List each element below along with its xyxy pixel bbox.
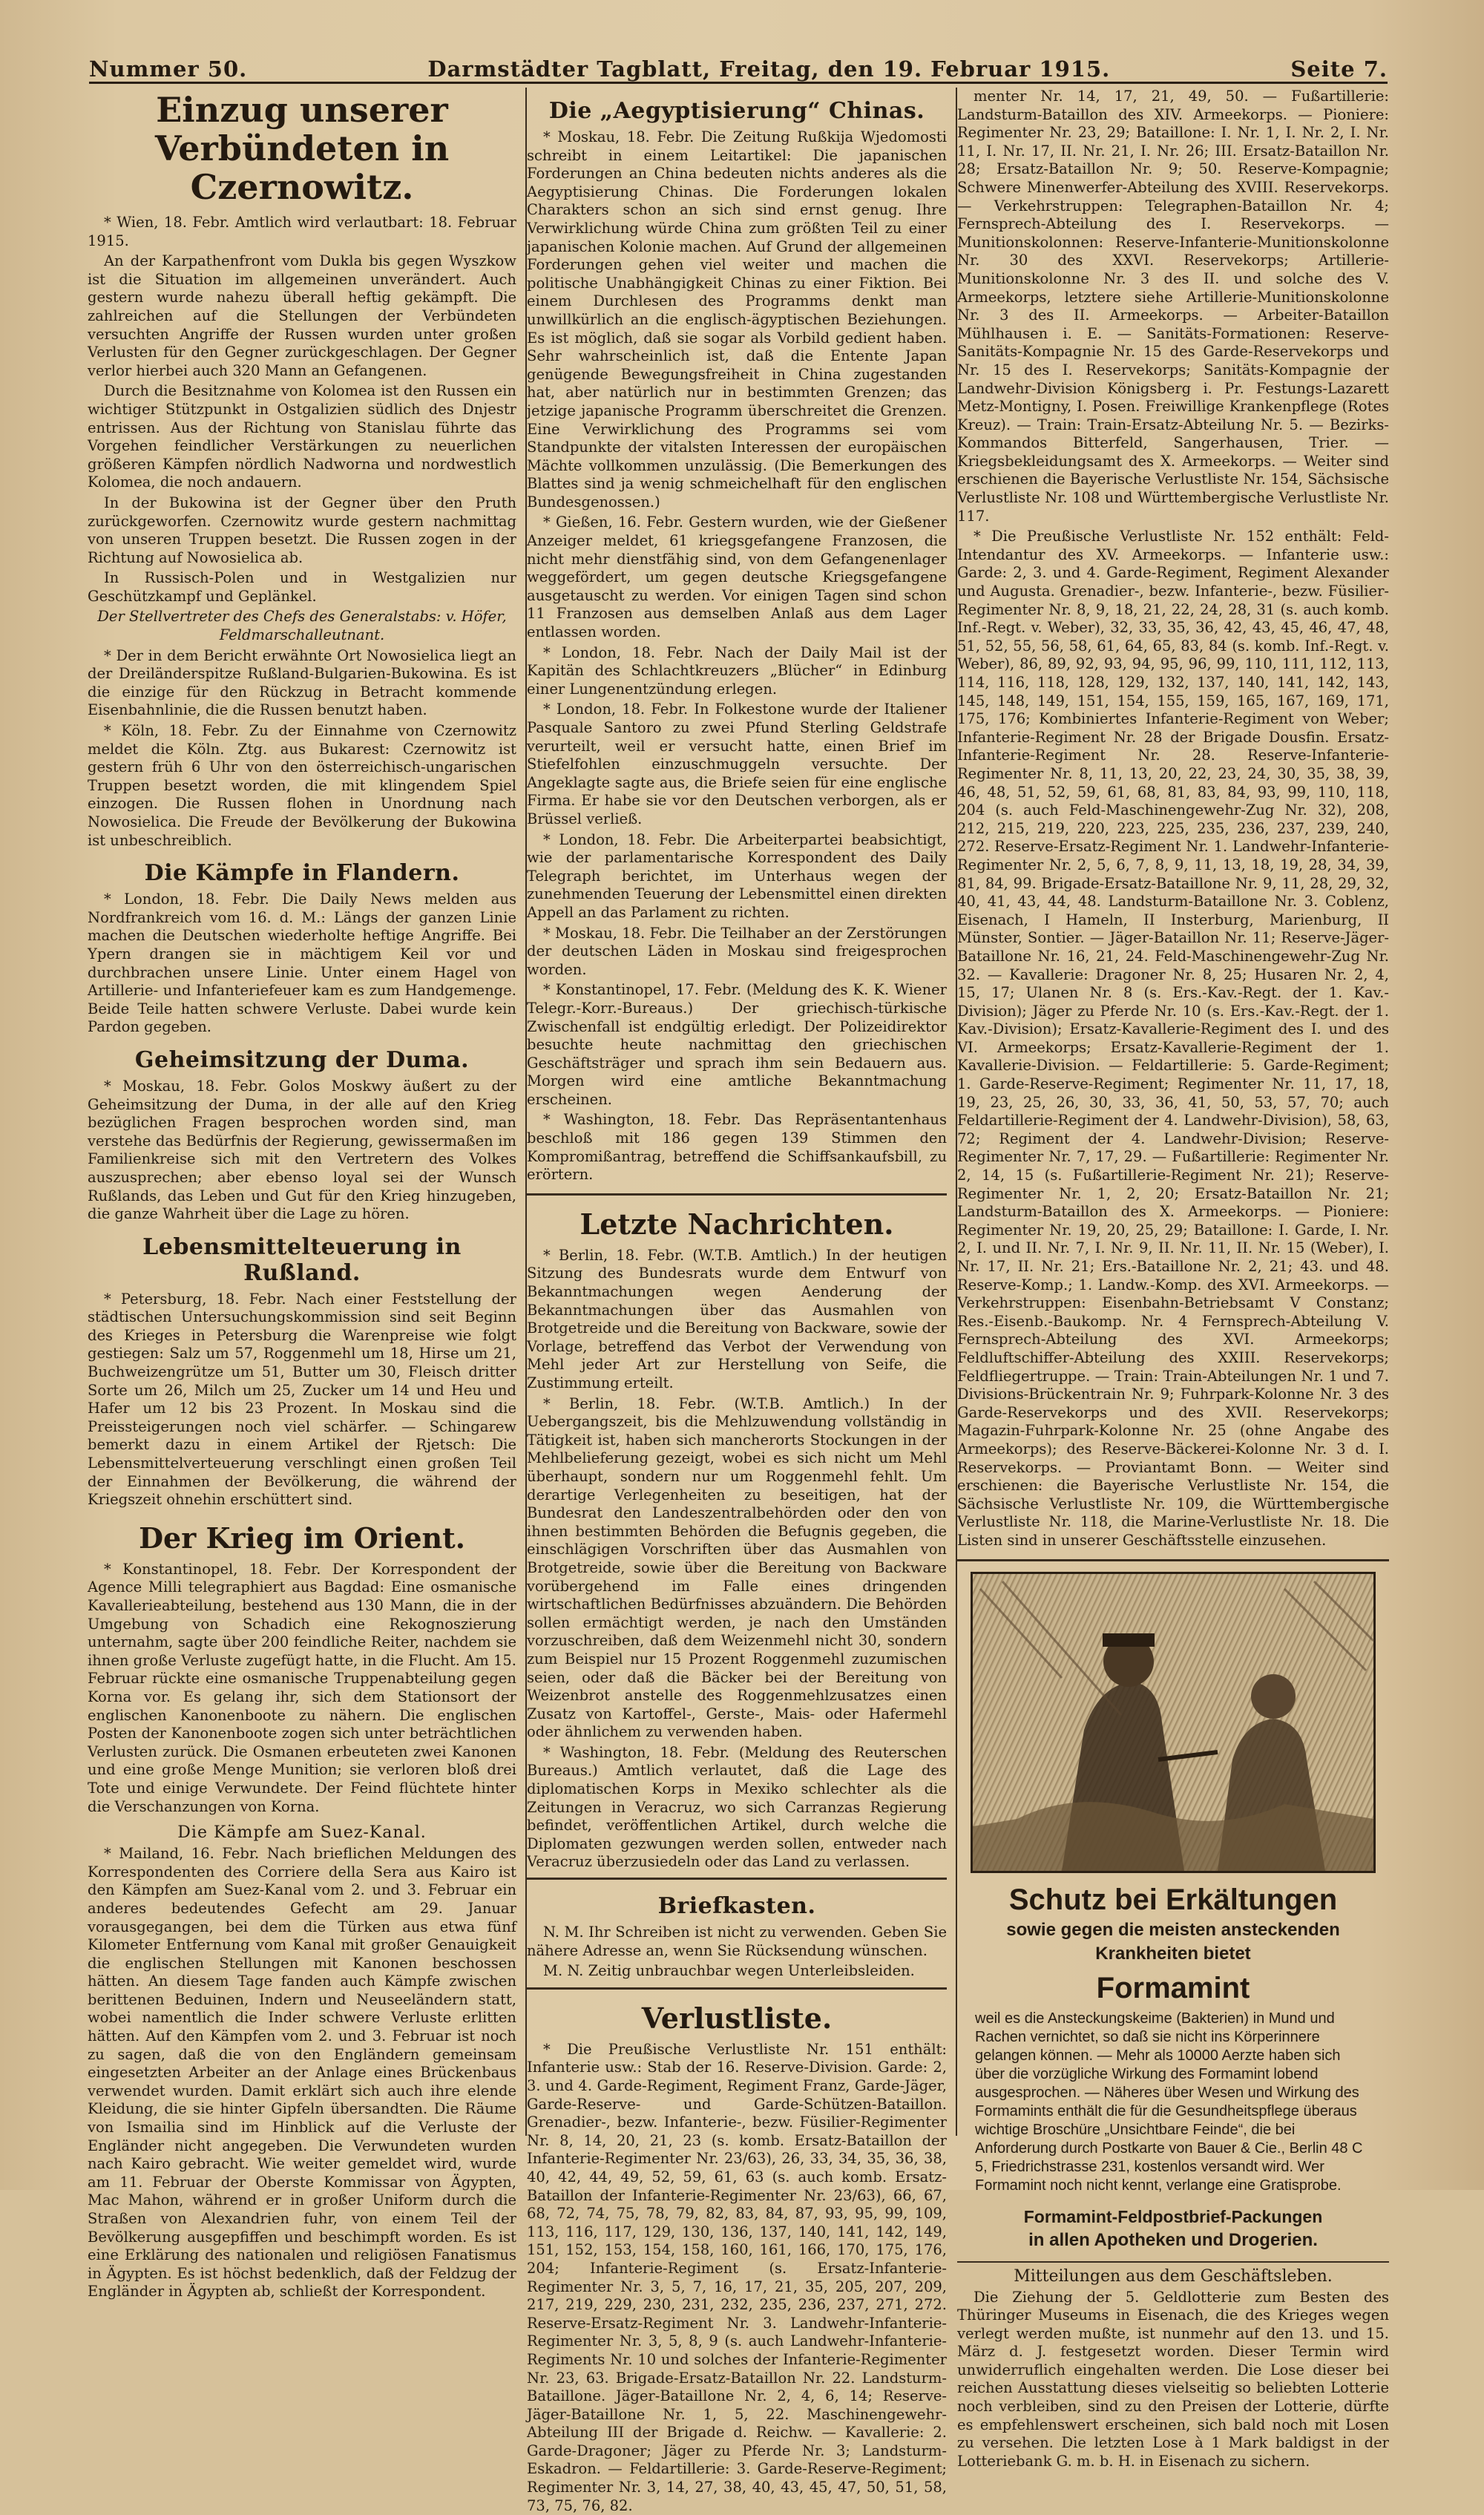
- article-paragraph: * Moskau, 18. Febr. Die Teilhaber an der Zerstörungen der deutschen Läden in Moskau sind freigesprochen worden.: [527, 924, 947, 978]
- ad-brand: Formamint: [1096, 1971, 1250, 2004]
- soldiers-woodcut-image: [973, 1574, 1373, 1871]
- divider: [527, 1193, 947, 1196]
- issue-number: Nummer 50.: [89, 56, 248, 82]
- article-paragraph: * London, 18. Febr. Die Daily News melden aus Nordfrankreich vom 16. d. M.: Längs der ganzen Linie machen die Deutschen wiederholte heftige Angriffe. Bei Ypern drangen sie in mächtigem Keil vor und durchbrachen unsere Linie. Unter einem Hagel von Artillerie- und Infanteriefeuer kam es zum Handgemenge. Beide Teile hatten schwere Verluste. Dabei wurde kein Pardon gegeben.: [88, 891, 516, 1036]
- article-paragraph: An der Karpathenfront vom Dukla bis gegen Wyszkow ist die Situation im allgemeinen unverändert. Auch gestern wurde nahezu überall heftig gekämpft. Die zahlreichen auf die Stellungen der Verbündeten versuchten Angriffe der Russen wurden unter großen Verlusten für den Gegner zurückgeschlagen. Der Gegner verlor hierbei auch 320 Mann an Gefangenen.: [88, 252, 516, 379]
- column-3: [957, 88, 1389, 2470]
- article-paragraph: * Köln, 18. Febr. Zu der Einnahme von Czernowitz meldet die Köln. Ztg. aus Bukarest: Czernowitz ist gestern früh 6 Uhr von den österreichisch-ungarischen Truppen besetzt worden, die mit klingendem Spiel einzogen. Die Russen flohen in Unordnung nach Nowosielica. Die Freude der Bevölkerung der Bukowina ist unbeschreiblich.: [88, 722, 516, 849]
- article-paragraph: * London, 18. Febr. In Folkestone wurde der Italiener Pasquale Santoro zu zwei Pfund Sterling Geldstrafe verurteilt, weil er versucht hatte, einen Brief im Stiefelfohlen einzuschmuggeln versuchte. Der Angeklagte sagte aus, die Briefe seien für eine englische Firma. Er habe sie vor den Deutschen verborgen, als er Brüssel verließ.: [527, 701, 947, 827]
- article-paragraph: menter Nr. 14, 17, 21, 49, 50. — Fußartillerie: Landsturm-Bataillon des XIV. Armeekorps. — Pioniere: Regimenter Nr. 23, 29; Bataillone: I. Nr. 1, I. Nr. 2, I. Nr. 11, I. Nr. 17, II. Nr. 21, I. Nr. 26; III. Ersatz-Bataillon Nr. 28; Ersatz-Bataillon Nr. 9; 50. Reserve-Kompagnie; Schwere Minenwerfer-Abteilung des XVIII. Reservekorps. — Verkehrstruppen: Telegraphen-Bataillon Nr. 4; Fernsprech-Abteilung des I. Reservekorps. — Munitionskolonnen: Reserve-Infanterie-Munitionskolonne Nr. 30 des XXVI. Reservekorps; Artillerie-Munitionskolonne Nr. 3 des II. und solche des V. Armeekorps, letztere siehe Artillerie-Munitionskolonne Nr. 3 des II. Armeekorps. — Arbeiter-Bataillon Mühlhausen i. E. — Sanitäts-Formationen: Reserve-Sanitäts-Kompagnie Nr. 15 des Garde-Reservekorps und Nr. 15 des I. Reservekorps; Sanitäts-Kompagnie der Landwehr-Division Königsberg i. Pr. Festungs-Lazarett Metz-Montigny, I. Posen. Freiwillige Krankenpflege (Rotes Kreuz). — Train: Train-Ersatz-Abteilung Nr. 5. — Bezirks-Kommandos Bitterfeld, Sangerhausen, Trier. — Kriegsbekleidungsamt des X. Armeekorps. — Weiter sind erschienen die Bayerische Verlustliste Nr. 154, Sächsische Verlustliste Nr. 108 und Württembergische Verlustliste Nr. 117.: [957, 88, 1389, 525]
- headline-verlustliste: Verlustliste.: [641, 2001, 833, 2035]
- page-number: Seite 7.: [1290, 56, 1388, 82]
- ad-title: Schutz bei Erkältungen: [1008, 1883, 1338, 1916]
- article-paragraph: In Russisch-Polen und in Westgalizien nur Geschützkampf und Geplänkel.: [88, 569, 516, 605]
- ad-subtitle: sowie gegen die meisten ansteckenden: [1006, 1919, 1340, 1940]
- article-paragraph: * Die Preußische Verlustliste Nr. 151 enthält: Infanterie usw.: Stab der 16. Reserve-Division. Garde: 2, 3. und 4. Garde-Regiment, Regiment Franz, Garde-Jäger, Garde-Reserve- und Garde-Schützen-Bataillon. Grenadier-, bezw. Infanterie-, bezw. Füsilier-Regimenter Nr. 8, 14, 20, 21, 23 (s. komb. Ersatz-Bataillon der Infanterie-Regimenter Nr. 23/63), 26, 33, 34, 35, 36, 38, 40, 42, 44, 49, 52, 59, 61, 63 (s. auch komb. Ersatz-Bataillon der Infanterie-Regimenter Nr. 23/63), 66, 67, 68, 72, 74, 75, 78, 79, 82, 83, 84, 87, 93, 95, 99, 109, 113, 116, 117, 129, 130, 136, 137, 140, 141, 142, 149, 151, 152, 153, 154, 158, 160, 161, 166, 170, 175, 176, 204; Infanterie-Regiment (s. Ersatz-Infanterie-Regimenter Nr. 3, 5, 7, 16, 17, 21, 35, 205, 207, 209, 217, 219, 229, 230, 231, 232, 235, 236, 237, 271, 272. Reserve-Ersatz-Regiment Nr. 3. Landwehr-Infanterie-Regimenter Nr. 3, 5, 8, 9 (s. auch Landwehr-Infanterie-Regiments Nr. 10 und solches der Infanterie-Regimenter Nr. 23, 63. Brigade-Ersatz-Bataillon Nr. 22. Landsturm-Bataillone. Jäger-Bataillone Nr. 2, 4, 6, 14; Reserve-Jäger-Bataillone Nr. 1, 5, 22. Maschinengewehr-Abteilung III der Brigade d. Reichw. — Kavallerie: 2. Garde-Dragoner; Jäger zu Pferde Nr. 3; Landsturm-Eskadron. — Feldartillerie: 3. Garde-Reserve-Regiment; Regimenter Nr. 3, 14, 27, 38, 40, 43, 45, 47, 50, 51, 58, 73, 75, 76, 82.: [527, 2040, 947, 2514]
- article-paragraph: * Mailand, 16. Febr. Nach brieflichen Meldungen des Korrespondenten des Corriere della Sera aus Kairo ist den Kämpfen am Suez-Kanal vom 2. und 3. Februar ein anderes bedeutendes Gefecht am 29. Januar vorausgegangen, bei dem die Türken aus etwa fünf Kilometer Entfernung vom Kanal mit großer Genauigkeit die englischen Stellungen mit Kanonen beschossen hätten. An diesem Tage fanden auch Kämpfe zwischen berittenen Beduinen, Indern und Neuseeländern statt, wobei namentlich die Inder schwere Verluste erlitten hätten. Auf den Kämpfen vom 2. und 3. Februar ist noch zu sagen, daß die von den Engländern gemeinsam eingesetzten Arbeiter an der Anlage eines Brückenbaus verwendet wurden. Damit erklärt sich auch ihre elende Kleidung, die sie hinter Gipfeln übersandten. Die Räume von Ismailia sind im Hinblick auf die Verluste der Engländer nicht angegeben. Die Verwundeten wurden nach Kairo gebracht. Wie weiter gemeldet wird, wurde am 11. Februar der Oberste Kommissar von Ägypten, Mac Mahon, während er in großer Uniform durch die Straßen von Alexandrien fuhr, von einem Teil der Bevölkerung ausgepfiffen und beschimpft worden. Es ist eine Erklärung des nationalen und religiösen Fanatismus in Ägypten. Es ist höchst bedenklich, daß der Feldzug der Engländer in Ägypten ab, schließt der Korrespondent.: [88, 1845, 516, 2301]
- headline-flandern: Die Kämpfe in Flandern.: [144, 860, 460, 887]
- article-paragraph: * Wien, 18. Febr. Amtlich wird verlautbart: 18. Februar 1915.: [88, 214, 516, 249]
- headline-duma: Geheimsitzung der Duma.: [134, 1046, 470, 1073]
- headline-czernowitz: Einzug unserer Verbündeten in Czernowitz.: [154, 90, 450, 207]
- advertisement-illustration: [971, 1572, 1376, 1873]
- article-paragraph: * Die Preußische Verlustliste Nr. 152 enthält: Feld-Intendantur des XV. Armeekorps. — Infanterie usw.: Garde: 2, 3. und 4. Garde-Regiment, Regiment Alexander und Augusta. Grenadier-, bezw. Infanterie-, bezw. Füsilier-Regimenter Nr. 8, 9, 18, 21, 22, 24, 28, 31 (s. auch komb. Inf.-Regt. v. Weber), 32, 33, 35, 36, 42, 43, 45, 46, 47, 48, 51, 52, 55, 56, 58, 61, 64, 65, 83, 84 (s. komb. Inf.-Regt. v. Weber), 86, 89, 92, 93, 94, 95, 96, 99, 110, 111, 112, 113, 114, 116, 118, 128, 129, 132, 137, 140, 141, 142, 143, 145, 148, 149, 151, 154, 155, 159, 165, 167, 169, 171, 175, 176; Kombiniertes Infanterie-Regiment von Weber; Infanterie-Regiment Nr. 28 der Brigade Dousfin. Ersatz-Infanterie-Regiment Nr. 28. Reserve-Infanterie-Regimenter Nr. 8, 11, 13, 20, 22, 23, 24, 30, 35, 38, 39, 46, 48, 51, 52, 59, 61, 68, 81, 83, 84, 93, 99, 110, 118, 204 (s. auch Feld-Maschinengewehr-Zug Nr. 32), 208, 212, 215, 219, 220, 223, 225, 235, 236, 237, 239, 240, 272. Reserve-Ersatz-Regiment Nr. 1. Landwehr-Infanterie-Regimenter Nr. 2, 5, 6, 7, 8, 9, 11, 13, 18, 19, 28, 34, 39, 81, 84, 99. Brigade-Ersatz-Bataillone Nr. 9, 11, 28, 29, 32, 40, 41, 43, 44, 48. Landsturm-Bataillone Nr. 3. Coblenz, Eisenach, I Hameln, II Insterburg, Marienburg, II Münster, Sontier. — Jäger-Bataillon Nr. 11; Reserve-Jäger-Bataillone Nr. 16, 21, 24. Feld-Maschinengewehr-Zug Nr. 32. — Kavallerie: Dragoner Nr. 8, 25; Husaren Nr. 2, 4, 15, 17; Ulanen Nr. 8 (s. Ers.-Kav.-Regt. der 1. Kav.-Division); Jäger zu Pferde Nr. 10 (s. Ers.-Kav.-Regt. der 1. Kav.-Division); Ersatz-Kavallerie-Regiment des I. und des VI. Armeekorps; Ersatz-Kavallerie-Regiment der 1. Kavallerie-Division. — Feldartillerie: 5. Garde-Regiment; 1. Garde-Reserve-Regiment; Regimenter Nr. 11, 17, 18, 19, 23, 25, 26, 30, 33, 36, 41, 50, 53, 57, 70; auch Feldartillerie-Regiment der 4. Landwehr-Division), 58, 63, 72; Regiment der 4. Landwehr-Division; Reserve-Regimenter Nr. 7, 17, 29. — Fußartillerie: Regimenter Nr. 2, 14, 15 (s. Fußartillerie-Regiment Nr. 21); Reserve-Regimenter Nr. 1, 2, 20; Ersatz-Bataillon Nr. 21; Landsturm-Bataillon des X. Armeekorps. — Pioniere: Regimenter Nr. 19, 20, 25, 29; Bataillone: I. Garde, I. Nr. 2, I. und II. Nr. 7, I. Nr. 9, II. Nr. 11, II. Nr. 15 (Weber), I. Nr. 17, II. Nr. 21; Ers.-Bataillone Nr. 2, 21; 43. und 48. Reserve-Komp.; 1. Landw.-Komp. des XVI. Armeekorps. — Verkehrstruppen: Eisenbahn-Betriebsamt V Constanz; Res.-Eisenb.-Baukomp. Nr. 4 Fernsprech-Abteilung V. Fernsprech-Abteilung des XVI. Armeekorps; Feldluftschiffer-Abteilung des XXIII. Reservekorps; Feldfliegertruppe. — Train: Train-Abteilungen Nr. 1 und 7. Divisions-Brückentrain Nr. 9; Fuhrpark-Kolonne Nr. 3 des Garde-Reservekorps und des XVII. Reservekorps; Magazin-Fuhrpark-Kolonne Nr. 25 (ohne Angabe des Armeekorps); des Reserve-Bäckerei-Kolonne Nr. 3 d. I. Reservekorps. — Proviantamt Bonn. — Weiter sind erschienen: die Bayerische Verlustliste Nr. 154, die Sächsische Verlustliste Nr. 109, die Württembergische Verlustliste Nr. 118, die Marine-Verlustliste Nr. 18. Die Listen sind in unserer Geschäftsstelle einzusehen.: [957, 528, 1389, 1549]
- ad-body: weil es die Ansteckungskeime (Bakterien) in Mund und Rachen vernichtet, so daß sie nicht ins Körperinnere gelangen können. — Mehr als 10000 Aerzte haben sich über die vorzügliche Wirkung des Formamint lobend ausgesprochen. — Näheres über Wesen und Wirkung des Formamints enthält die für die Gesundheitspflege überaus wichtige Broschüre „Unsichtbare Feinde“, die bei Anforderung durch Postkarte von Bauer & Cie., Berlin 48 C 5, Friedrichstrasse 231, kostenlos versandt wird. Wer Formamint noch nicht kennt, verlange eine Gratisprobe.: [975, 2010, 1363, 2194]
- headline-china: Die „Aegyptisierung“ Chinas.: [548, 98, 925, 124]
- article-paragraph: * London, 18. Febr. Nach der Daily Mail ist der Kapitän des Schlachtkreuzers „Blücher“ in Edinburg einer Lungenentzündung erlegen.: [527, 643, 947, 698]
- article-paragraph: * Moskau, 18. Febr. Golos Moskwy äußert zu der Geheimsitzung der Duma, in der alle auf den Krieg bezüglichen Fragen besprochen worden sind, man verstehe das Bedürfnis der Regierung, gewissermaßen im Familienkreise sich mit den Vertretern des Volkes auszusprechen; aber ebenso loyal sei der Wunsch Rußlands, das Leben und Gut für den Krieg hinzugeben, die ganze Wahrheit über die Lage zu hören.: [88, 1077, 516, 1223]
- formamint-advertisement: [957, 1883, 1389, 2251]
- newspaper-title-date: Darmstädter Tagblatt, Freitag, den 19. Februar 1915.: [427, 56, 1111, 82]
- headline-teuerung: Lebensmittelteuerung in Rußland.: [142, 1233, 462, 1286]
- article-paragraph: * Gießen, 16. Febr. Gestern wurden, wie der Gießener Anzeiger meldet, 61 kriegsgefangene Franzosen, die nicht mehr dienstfähig sind, von dem Gefangenenlager weggefördert, um gegen deutsche Kriegsgefangene ausgetauscht zu werden. Vor einigen Tagen sind schon 11 Franzosen aus demselben Anlaß aus dem Lager entlassen worden.: [527, 514, 947, 641]
- column-1: [88, 88, 527, 2301]
- headline-briefkasten: Briefkasten.: [657, 1893, 816, 1920]
- headline-geschaeftsleben: Mitteilungen aus dem Geschäftsleben.: [957, 2261, 1389, 2286]
- article-paragraph: In der Bukowina ist der Gegner über den Pruth zurückgeworfen. Czernowitz wurde gestern nachmittag von unseren Truppen besetzt. Die Russen zogen in der Richtung auf Nowosielica ab.: [88, 494, 516, 566]
- article-paragraph: * Der in dem Bericht erwähnte Ort Nowosielica liegt an der Dreiländerspitze Rußland-Bulgarien-Bukowina. Es ist die einzige für den Rückzug in Betracht kommende Eisenbahnlinie, die die Russen benutzt haben.: [88, 646, 516, 719]
- headline-suez: Die Kämpfe am Suez-Kanal.: [177, 1823, 427, 1843]
- article-paragraph: Durch die Besitznahme von Kolomea ist den Russen ein wichtiger Stützpunkt in Ostgalizien südlich des Dnjestr entrissen. Aus der Richtung von Stanislau führte das Vorgehen feindlicher Verstärkungen zu neuerlichen größeren Kämpfen nördlich Nadworna und nordwestlich Kolomea, die noch andauern.: [88, 382, 516, 491]
- article-paragraph: * Washington, 18. Febr. Das Repräsentantenhaus beschloß mit 186 gegen 139 Stimmen den Kompromißantrag, betreffend die Schiffsankaufsbill, zu erörtern.: [527, 1111, 947, 1184]
- ad-footer: Formamint-Feldpostbrief-Packungen: [1023, 2206, 1323, 2226]
- masthead: [89, 46, 1388, 84]
- article-paragraph: * London, 18. Febr. Die Arbeiterpartei beabsichtigt, wie der parlamentarische Korrespondent des Daily Telegraph berichtet, im Unterhaus wegen der zunehmenden Teuerung der Lebensmittel einen direkten Appell an das Parlament zu richten.: [527, 830, 947, 921]
- article-paragraph: M. N. Zeitig unbrauchbar wegen Unterleibsleiden.: [543, 1962, 915, 1980]
- ad-subtitle-2: Krankheiten bietet: [1095, 1943, 1251, 1964]
- signature: Der Stellvertreter des Chefs des Generalstabs: v. Höfer, Feldmarschalleutnant.: [97, 608, 507, 644]
- divider: [957, 1559, 1389, 1561]
- article-paragraph: * Berlin, 18. Febr. (W.T.B. Amtlich.) In der heutigen Sitzung des Bundesrats wurde dem Entwurf von Bekanntmachungen wegen Aenderung der Bekanntmachungen über das Ausmahlen von Brotgetreide und die Bereitung von Backware, sowie der Vorlage, betreffend das Verbot der Verwendung von Mehl jeder Art zur Herstellung von Seife, die Zustimmung erteilt.: [527, 1246, 947, 1391]
- headline-orient: Der Krieg im Orient.: [139, 1521, 465, 1555]
- article-paragraph: * Berlin, 18. Febr. (W.T.B. Amtlich.) In der Uebergangszeit, bis die Mehlzuwendung vollständig in Tätigkeit ist, haben sich mancherorts Stockungen in der Mehlbelieferung gezeigt, wobei es sich nicht um Mehl überhaupt, sondern nur um Roggenmehl fehlt. Um derartige Verlegenheiten zu beseitigen, hat der Bundesrat den Landeszentralbehörden oder den von ihnen bestimmten Behörden die Befugnis gegeben, die einschlägigen Vorschriften über das Ausmahlen von Brotgetreide, sowie über die Bereitung von Backware vorübergehend im Falle eines dringenden wirtschaftlichen Bedürfnisses abzuändern. Die Behörden sollen ermächtigt werden, je nach den Umständen vorzuschreiben, daß dem Weizenmehl nicht 30, sondern zum Beispiel nur 15 Prozent Roggenmehl zuzumischen seien, oder daß die Bäcker bei der Bereitung von Weizenbrot anstelle des Roggenmehlzusatzes einen Zusatz von Kartoffel-, Gerste-, Mais- oder Hafermehl oder ähnlichem zu verwenden haben.: [527, 1394, 947, 1741]
- briefkasten-box: [527, 1878, 947, 1990]
- article-paragraph: * Konstantinopel, 18. Febr. Der Korrespondent der Agence Milli telegraphiert aus Bagdad: Eine osmanische Kavallerieabteilung, bestehend aus 130 Mann, die in der Umgebung von Schadich eine Rekognoszierung unternahm, sagte über 200 feindliche Reiter, nachdem sie ihnen große Verluste zugefügt hatte, in die Flucht. Am 15. Februar rückte eine osmanische Truppenabteilung gegen Korna vor. Es gelang ihr, sich dem Stationsort der englischen Kanonenboote zu nähern. Die englischen Posten der Kanonenboote zogen sich unter beträchtlichen Verlusten zurück. Die Osmanen erbeuteten zwei Kanonen und eine große Menge Munition; sie verloren bloß drei Tote und einige Verwundete. Der Feind flüchtete hinter die Verschanzungen von Korna.: [88, 1560, 516, 1815]
- headline-letzte-nachrichten: Letzte Nachrichten.: [580, 1207, 894, 1241]
- article-paragraph: N. M. Ihr Schreiben ist nicht zu verwenden. Geben Sie nähere Adresse an, wenn Sie Rücksendung wünschen.: [527, 1924, 947, 1959]
- article-paragraph: * Petersburg, 18. Febr. Nach einer Feststellung der städtischen Untersuchungskommission sind seit Beginn des Krieges in Petersburg die Warenpreise wie folgt gestiegen: Salz um 57, Roggenmehl um 18, Hirse um 21, Buchweizengrütze um 51, Butter um 30, Fleisch dritter Sorte um 26, Milch um 25, Zucker um 14 und Heu und Hafer um 12 bis 23 Prozent. In Moskau sind die Preissteigerungen noch viel schärfer. — Schingarew bemerkt dazu in einem Artikel der Rjetsch: Die Lebensmittelverteuerung verschlingt einen großen Teil der Einnahmen der Bevölkerung, die während der Kriegszeit ohnehin erschüttert sind.: [88, 1290, 516, 1509]
- article-paragraph: * Konstantinopel, 17. Febr. (Meldung des K. K. Wiener Telegr.-Korr.-Bureaus.) Der griechisch-türkische Zwischenfall ist endgültig erledigt. Der Polizeidirektor besuchte heute nachmittag den griechischen Geschäftsträger und sprach ihm sein Bedauern aus. Morgen wird eine amtliche Bekanntmachung erscheinen.: [527, 981, 947, 1108]
- column-2: [527, 88, 957, 2514]
- article-paragraph: Die Ziehung der 5. Geldlotterie zum Besten des Thüringer Museums in Eisenach, die des Krieges wegen verlegt werden mußte, ist nunmehr auf den 13. und 15. März d. J. festgesetzt worden. Dieser Termin wird unwiderruflich eingehalten werden. Die Lose dieser bei reichen Ausstattung dieses vielseitig so beliebten Lotterie noch verbleiben, sind zu den Preisen der Lotterie, dürfte es empfehlenswert erscheinen, sich bald noch mit Losen zu versehen. Die letzten Lose à 1 Mark baldigst in der Lotteriebank G. m. b. H. in Eisenach zu sichern.: [957, 2288, 1389, 2470]
- ad-footer-2: in allen Apotheken und Drogerien.: [1028, 2229, 1318, 2250]
- article-paragraph: * Moskau, 18. Febr. Die Zeitung Rußkija Wjedomosti schreibt in einem Leitartikel: Die japanischen Forderungen an China bedeuten nichts anderes als die Aegyptisierung Chinas. Die Forderungen lokalen Charakters schon an sich sind ernst genug. Ihre Verwirklichung würde China zum größten Teil zu einer japanischen Kolonie machen. Auf Grund der allgemeinen Forderungen gehen viel weiter und machen die politische Unabhängigkeit Chinas zu einer Fiktion. Bei einem Durchlesen des Programms denkt man unwillkürlich an die englisch-ägyptischen Beziehungen. Es ist möglich, daß sie sogar als Vorbild gedient haben. Sehr wahrscheinlich ist, daß die Entente Japan genügende Bewegungsfreiheit in China zugestanden hat, aber natürlich nur in bestimmten Grenzen; das jetzige japanische Programm überschreitet die Grenzen. Eine Verwirklichung des Programms sei vom Standpunkte der vitalsten Interessen der europäischen Mächte vollkommen unzulässig. (Die Bemerkungen des Blattes sind ja wenig schmeichelhaft für den englischen Bundesgenossen.): [527, 128, 947, 511]
- article-paragraph: * Washington, 18. Febr. (Meldung des Reuterschen Bureaus.) Amtlich verlautet, daß die Lage des diplomatischen Korps in Mexiko schlechter als die Zeitungen in Veracruz, wo sich Carranzas Regierung befindet, veröffentlichen Artikel, durch welche die Diplomaten gezwungen werden sollen, entweder nach Veracruz überzusiedeln oder das Land zu verlassen.: [527, 1743, 947, 1871]
